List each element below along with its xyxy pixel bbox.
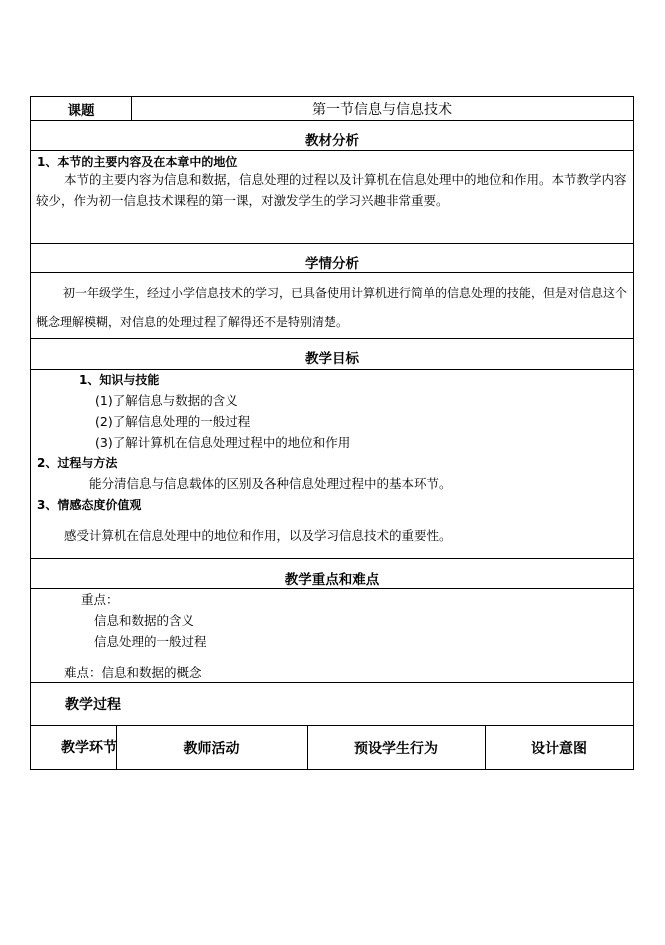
key-item: 信息和数据的含义 (94, 613, 195, 628)
key-item: 信息处理的一般过程 (94, 634, 207, 649)
goal-item: (3)了解计算机在信息处理过程中的地位和作用 (95, 435, 351, 450)
key-label: 重点： (81, 592, 119, 607)
process-heading: 教学过程 (65, 697, 121, 713)
goals-section-2-title: 2、过程与方法 (37, 456, 118, 470)
column-header: 设计意图 (531, 740, 587, 757)
students-line-2: 概念理解模糊，对信息的处理过程了解得还不是特别清楚。 (36, 315, 349, 329)
goal-item: (1)了解信息与数据的含义 (95, 393, 238, 408)
textbook-subheading: 1、本节的主要内容及在本章中的地位 (37, 155, 238, 169)
keypoints-content (30, 588, 634, 682)
goals-content (30, 369, 634, 558)
difficulty-text: 难点：信息和数据的概念 (64, 665, 202, 680)
column-header: 预设学生行为 (354, 740, 438, 757)
keypoints-heading: 教学重点和难点 (284, 571, 380, 588)
keypoints-heading-row (30, 558, 634, 588)
goals-section-2-text: 能分清信息与信息载体的区别及各种信息处理过程中的基本环节。 (89, 476, 452, 491)
goals-section-3-text: 感受计算机在信息处理中的地位和作用，以及学习信息技术的重要性。 (64, 528, 452, 543)
textbook-content (30, 150, 634, 243)
goals-section-3-title: 3、情感态度价值观 (37, 498, 142, 512)
column-header: 教学环节 (61, 739, 117, 756)
goals-section-1-title: 1、知识与技能 (79, 373, 160, 387)
column-header: 教师活动 (183, 740, 240, 757)
textbook-heading: 教材分析 (305, 132, 359, 149)
process-heading-row (30, 682, 634, 725)
title-label: 课题 (67, 102, 95, 119)
textbook-heading-row (30, 120, 634, 150)
students-heading: 学情分析 (305, 256, 359, 272)
goal-item: (2)了解信息处理的一般过程 (95, 414, 251, 429)
title-label-cell (31, 97, 131, 120)
students-line-1: 初一年级学生，经过小学信息技术的学习，已具备使用计算机进行简单的信息处理的技能，但是对信息这个 (63, 286, 628, 300)
title-row (30, 96, 634, 120)
lesson-title: 第一节信息与信息技术 (312, 101, 452, 118)
goals-heading: 教学目标 (305, 351, 359, 367)
title-value-cell (131, 97, 633, 120)
lesson-plan-table (30, 96, 634, 770)
textbook-paragraph: 本节的主要内容为信息和数据，信息处理的过程以及计算机在信息处理中的地位和作用。本节教学内容较少，作为初一信息技术课程的第一课，对激发学生的学习兴趣非常重要。 (36, 172, 627, 208)
students-heading-row (30, 243, 634, 272)
goals-heading-row (30, 338, 634, 369)
students-content (30, 272, 634, 338)
process-columns-row (30, 725, 634, 770)
